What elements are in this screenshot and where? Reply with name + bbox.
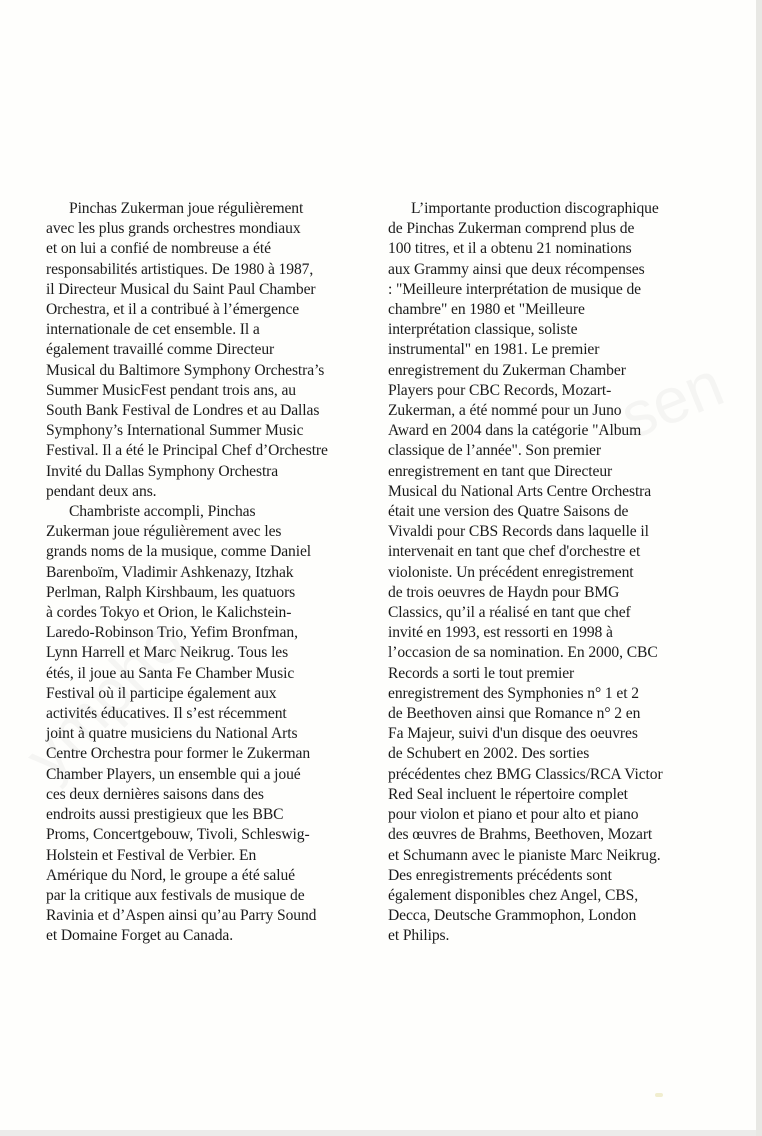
text-line: : "Meilleure interprétation de musique de xyxy=(388,280,641,298)
text-line: de trois oeuvres de Haydn pour BMG xyxy=(388,583,620,601)
text-line: Summer MusicFest pendant trois ans, au xyxy=(46,381,297,399)
text-line: avec les plus grands orchestres mondiaux xyxy=(46,220,301,238)
text-line: également travaillé comme Directeur xyxy=(46,341,275,359)
paragraph-career xyxy=(46,199,364,502)
text-line: Lynn Harrell et Marc Neikrug. Tous les xyxy=(46,644,289,662)
text-line: Zukerman joue régulièrement avec les xyxy=(46,523,282,541)
text-line: 100 titres, et il a obtenu 21 nominations xyxy=(388,240,632,258)
text-line: Decca, Deutsche Grammophon, London xyxy=(388,907,637,925)
text-line: Chamber Players, un ensemble qui a joué xyxy=(46,765,301,783)
text-line: violoniste. Un précédent enregistrement xyxy=(388,563,634,581)
text-line: Records a sorti le tout premier xyxy=(388,664,575,682)
text-line: à cordes Tokyo et Orion, le Kalichstein- xyxy=(46,604,292,622)
text-line: Chambriste accompli, Pinchas xyxy=(69,503,256,521)
text-line: l’occasion de sa nomination. En 2000, CBC xyxy=(388,644,658,662)
text-line: était une version des Quatre Saisons de xyxy=(388,503,629,521)
text-line: Classics, qu’il a réalisé en tant que chef xyxy=(388,604,631,622)
text-line: Players pour CBC Records, Mozart- xyxy=(388,381,612,399)
text-line: internationale de cet ensemble. Il a xyxy=(46,321,260,339)
text-line: Zukerman, a été nommé pour un Juno xyxy=(388,402,622,420)
text-line: Festival où il participe également aux xyxy=(46,684,277,702)
paper-mark xyxy=(655,1093,663,1097)
text-line: activités éducatives. Il s’est récemment xyxy=(46,705,287,723)
text-line: étés, il joue au Santa Fe Chamber Music xyxy=(46,664,295,682)
text-line: et Schumann avec le pianiste Marc Neikrug. xyxy=(388,846,661,864)
text-line: Musical du Baltimore Symphony Orchestra’s xyxy=(46,361,325,379)
text-line: enregistrement en tant que Directeur xyxy=(388,462,613,480)
text-line: Orchestra, et il a contribué à l’émergence xyxy=(46,301,300,319)
text-line: Proms, Concertgebouw, Tivoli, Schleswig- xyxy=(46,826,310,844)
text-line: interprétation classique, soliste xyxy=(388,321,578,339)
text-line: enregistrement des Symphonies n° 1 et 2 xyxy=(388,684,639,702)
text-line: joint à quatre musiciens du National Arts xyxy=(46,725,298,743)
text-line: Musical du National Arts Centre Orchestra xyxy=(388,482,652,500)
text-line: classique de l’année". Son premier xyxy=(388,442,601,460)
text-line: ces deux dernières saisons dans des xyxy=(46,785,264,803)
text-line: des œuvres de Brahms, Beethoven, Mozart xyxy=(388,826,653,844)
text-line: Symphony’s International Summer Music xyxy=(46,422,304,440)
text-line: et Philips. xyxy=(388,927,450,945)
text-line: instrumental" en 1981. Le premier xyxy=(388,341,600,359)
text-line: Fa Majeur, suivi d'un disque des oeuvres xyxy=(388,725,638,743)
paragraph-discography xyxy=(388,199,708,947)
text-line: de Beethoven ainsi que Romance n° 2 en xyxy=(388,705,641,723)
text-line: South Bank Festival de Londres et au Dallas xyxy=(46,402,320,420)
text-line: et on lui a confié de nombreuse a été xyxy=(46,240,271,258)
text-line: Barenboïm, Vladimir Ashkenazy, Itzhak xyxy=(46,563,294,581)
text-line: enregistrement du Zukerman Chamber xyxy=(388,361,626,379)
right-column xyxy=(388,199,708,947)
text-line: Festival. Il a été le Principal Chef d’Orchestre xyxy=(46,442,328,460)
text-line: Perlman, Ralph Kirshbaum, les quatuors xyxy=(46,583,296,601)
text-line: Pinchas Zukerman joue régulièrement xyxy=(69,200,304,217)
text-line: aux Grammy ainsi que deux récompenses xyxy=(388,260,645,278)
text-line: précédentes chez BMG Classics/RCA Victor xyxy=(388,765,663,783)
text-line: Vivaldi pour CBS Records dans laquelle il xyxy=(388,523,649,541)
text-line: Des enregistrements précédents sont xyxy=(388,866,612,884)
text-line: Award en 2004 dans la catégorie "Album xyxy=(388,422,642,440)
text-line: et Domaine Forget au Canada. xyxy=(46,927,234,945)
paragraph-chamber-music xyxy=(46,502,364,946)
text-line: Red Seal incluent le répertoire complet xyxy=(388,785,628,803)
text-line: pour violon et piano et pour alto et piano xyxy=(388,806,639,824)
text-line: Invité du Dallas Symphony Orchestra xyxy=(46,462,279,480)
text-line: grands noms de la musique, comme Daniel xyxy=(46,543,312,561)
text-line: intervenait en tant que chef d'orchestre et xyxy=(388,543,641,561)
text-line: Holstein et Festival de Verbier. En xyxy=(46,846,257,864)
text-line: également disponibles chez Angel, CBS, xyxy=(388,886,638,904)
text-line: de Schubert en 2002. Des sorties xyxy=(388,745,590,763)
text-line: Laredo-Robinson Trio, Yefim Bronfman, xyxy=(46,624,298,642)
text-line: Centre Orchestra pour former le Zukerman xyxy=(46,745,311,763)
text-line: il Directeur Musical du Saint Paul Chamber xyxy=(46,280,316,298)
text-line: chambre" en 1980 et "Meilleure xyxy=(388,301,585,319)
text-line: de Pinchas Zukerman comprend plus de xyxy=(388,220,635,238)
left-column xyxy=(46,199,364,947)
text-line: pendant deux ans. xyxy=(46,482,157,500)
text-line: L’importante production discographique xyxy=(411,200,659,217)
text-line: responsabilités artistiques. De 1980 à 1987, xyxy=(46,260,314,278)
text-line: endroits aussi prestigieux que les BBC xyxy=(46,806,284,824)
text-line: Amérique du Nord, le groupe a été salué xyxy=(46,866,295,884)
text-line: par la critique aux festivals de musique de xyxy=(46,886,305,904)
text-line: Ravinia et d’Aspen ainsi qu’au Parry Sound xyxy=(46,907,317,925)
text-line: invité en 1993, est ressorti en 1998 à xyxy=(388,624,613,642)
